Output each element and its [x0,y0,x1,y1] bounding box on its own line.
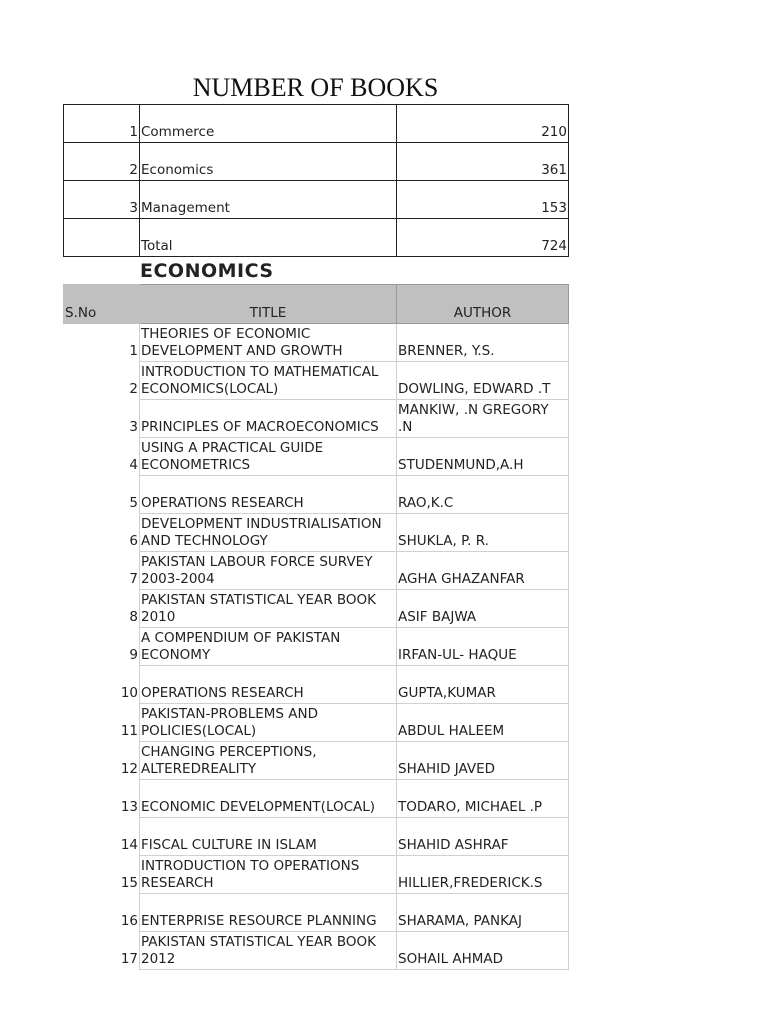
book-title: DEVELOPMENT INDUSTRIALISATION AND TECHNOLOGY [140,514,397,552]
book-sno: 14 [64,818,140,856]
book-sno: 10 [64,666,140,704]
book-title: PAKISTAN-PROBLEMS AND POLICIES(LOCAL) [140,704,397,742]
book-author: AGHA GHAZANFAR [397,552,569,590]
book-title: USING A PRACTICAL GUIDE ECONOMETRICS [140,438,397,476]
book-title: PAKISTAN STATISTICAL YEAR BOOK 2012 [140,932,397,970]
book-author: SHARAMA, PANKAJ [397,894,569,932]
table-row [64,894,569,932]
book-sno: 6 [64,514,140,552]
table-row [64,932,569,970]
book-author: ABDUL HALEEM [397,704,569,742]
book-author: RAO,K.C [397,476,569,514]
book-title: CHANGING PERCEPTIONS, ALTEREDREALITY [140,742,397,780]
book-sno: 9 [64,628,140,666]
table-row [64,856,569,894]
book-author: SHUKLA, P. R. [397,514,569,552]
book-sno: 12 [64,742,140,780]
table-row [64,362,569,400]
summary-row [64,105,569,143]
table-row [64,438,569,476]
page-title: NUMBER OF BOOKS [192,73,439,102]
summary-sno: 3 [64,181,140,219]
book-sno: 7 [64,552,140,590]
table-row [64,476,569,514]
table-row [64,514,569,552]
section-title: ECONOMICS [140,260,274,282]
table-row [64,590,569,628]
table-row [64,400,569,438]
column-header-author: AUTHOR [397,285,569,324]
book-title: OPERATIONS RESEARCH [140,666,397,704]
book-sno: 8 [64,590,140,628]
book-sno: 4 [64,438,140,476]
book-title: ECONOMIC DEVELOPMENT(LOCAL) [140,780,397,818]
book-sno: 3 [64,400,140,438]
summary-count: 210 [397,105,569,143]
book-title: PRINCIPLES OF MACROECONOMICS [140,400,397,438]
table-row [64,780,569,818]
book-sno: 11 [64,704,140,742]
book-author: SHAHID JAVED [397,742,569,780]
book-author: SHAHID ASHRAF [397,818,569,856]
book-sno: 2 [64,362,140,400]
summary-sno [64,219,140,257]
book-title: THEORIES OF ECONOMIC DEVELOPMENT AND GROWTH [140,324,397,362]
book-title: OPERATIONS RESEARCH [140,476,397,514]
book-title: PAKISTAN LABOUR FORCE SURVEY 2003-2004 [140,552,397,590]
table-row [64,666,569,704]
book-sno: 15 [64,856,140,894]
summary-table-body [64,105,569,257]
book-title: PAKISTAN STATISTICAL YEAR BOOK 2010 [140,590,397,628]
book-author: SOHAIL AHMAD [397,932,569,970]
books-table [63,284,569,970]
summary-count: 724 [397,219,569,257]
summary-sno: 2 [64,143,140,181]
book-title: INTRODUCTION TO OPERATIONS RESEARCH [140,856,397,894]
book-author: DOWLING, EDWARD .T [397,362,569,400]
book-sno: 13 [64,780,140,818]
book-author: ASIF BAJWA [397,590,569,628]
summary-sno: 1 [64,105,140,143]
book-sno: 16 [64,894,140,932]
book-author: MANKIW, .N GREGORY .N [397,400,569,438]
books-table-body [64,324,569,970]
summary-table [63,104,569,257]
book-sno: 17 [64,932,140,970]
summary-count: 361 [397,143,569,181]
book-author: BRENNER, Y.S. [397,324,569,362]
table-row [64,818,569,856]
book-sno: 5 [64,476,140,514]
book-title: INTRODUCTION TO MATHEMATICAL ECONOMICS(LOCAL) [140,362,397,400]
summary-row [64,143,569,181]
book-author: STUDENMUND,A.H [397,438,569,476]
book-author: TODARO, MICHAEL .P [397,780,569,818]
summary-count: 153 [397,181,569,219]
books-table-header-row [64,285,569,324]
book-title: A COMPENDIUM OF PAKISTAN ECONOMY [140,628,397,666]
book-author: IRFAN-UL- HAQUE [397,628,569,666]
table-row [64,742,569,780]
book-title: FISCAL CULTURE IN ISLAM [140,818,397,856]
book-title: ENTERPRISE RESOURCE PLANNING [140,894,397,932]
book-sno: 1 [64,324,140,362]
table-row [64,628,569,666]
table-row [64,324,569,362]
summary-category: Commerce [140,105,397,143]
column-header-title: TITLE [140,285,397,324]
column-header-sno: S.No [64,285,140,324]
summary-category: Economics [140,143,397,181]
table-row [64,552,569,590]
summary-category: Management [140,181,397,219]
summary-row [64,181,569,219]
summary-category: Total [140,219,397,257]
table-row [64,704,569,742]
book-author: GUPTA,KUMAR [397,666,569,704]
summary-row [64,219,569,257]
book-author: HILLIER,FREDERICK.S [397,856,569,894]
